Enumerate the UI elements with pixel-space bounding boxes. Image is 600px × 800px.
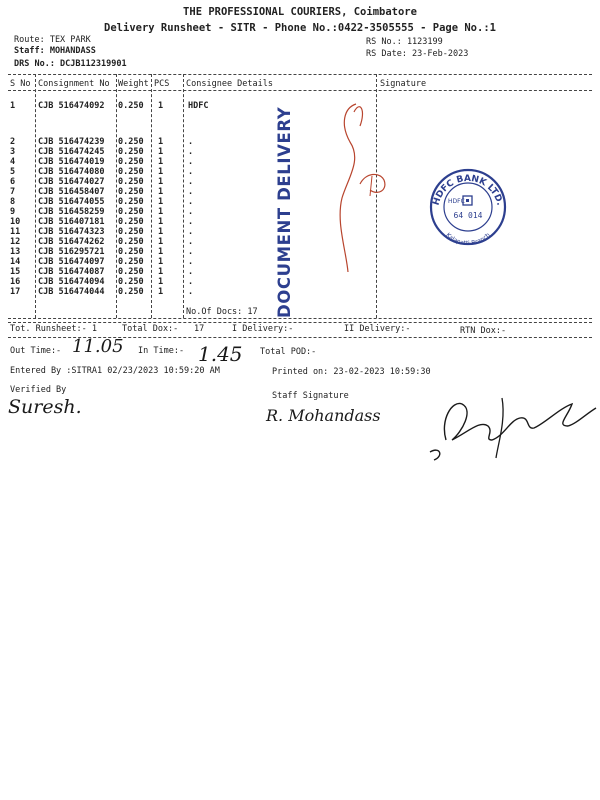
row-consignee: . [188,257,194,267]
row-pcs: 1 [158,247,164,257]
runsheet-subtitle: Delivery Runsheet - SITR - Phone No.:0422-3505555 - Page No.:1 [104,22,496,34]
document-delivery-stamp: DOCUMENT DELIVERY [275,106,294,318]
row-sno: 6 [10,177,16,187]
row-sno: 13 [10,247,21,257]
row-consignment-no: CJB 516474262 [38,237,105,247]
row-sno: 8 [10,197,16,207]
col-header-weight: Weight [118,79,149,89]
row-pcs: 1 [158,257,164,267]
row-weight: 0.250 [118,137,144,147]
in-time-handwritten: 1.45 [198,342,243,366]
row-consignee: . [188,157,194,167]
row-pcs: 1 [158,267,164,277]
row-weight: 0.250 [118,237,144,247]
row-weight: 0.250 [118,257,144,267]
row-pcs: 1 [158,227,164,237]
company-name: THE PROFESSIONAL COURIERS, Coimbatore [183,6,417,18]
row-pcs: 1 [158,197,164,207]
out-time-label: Out Time:- [10,346,62,356]
i-delivery: I Delivery:- [232,324,294,334]
row-sno: 2 [10,137,16,147]
row-consignee: . [188,267,194,277]
red-pen-scribble [370,176,372,196]
row-consignment-no: CJB 516474080 [38,167,105,177]
red-pen-scribble [340,104,356,272]
no-of-docs: No.Of Docs: 17 [186,307,258,317]
row-weight: 0.250 [118,101,144,111]
row-consignment-no: CJB 516474245 [38,147,105,157]
bank-stamp-mid-text: 64 014 [453,211,483,220]
row-weight: 0.250 [118,167,144,177]
row-pcs: 1 [158,157,164,167]
verified-signature: Suresh. [8,396,82,418]
row-pcs: 1 [158,207,164,217]
row-consignment-no: CJB 516474094 [38,277,105,287]
row-consignment-no: CJB 516458407 [38,187,105,197]
row-weight: 0.250 [118,187,144,197]
row-consignment-no: CJB 516474087 [38,267,105,277]
row-pcs: 1 [158,177,164,187]
red-pen-scribble [360,174,385,192]
row-pcs: 1 [158,147,164,157]
row-weight: 0.250 [118,227,144,237]
staff-signature-label: Staff Signature [272,391,349,401]
col-header-sno: S No [10,79,31,89]
row-consignee: HDFC [188,101,209,111]
row-weight: 0.250 [118,277,144,287]
bank-stamp-bottom-text: Kalapatti Branch [444,231,492,248]
total-dox-label: Total Dox:- [122,324,179,334]
row-sno: 1 [10,101,16,111]
col-header-consignee: Consignee Details [186,79,273,89]
ii-delivery: II Delivery:- [344,324,411,334]
row-weight: 0.250 [118,267,144,277]
row-weight: 0.250 [118,147,144,157]
row-consignee: . [188,217,194,227]
row-sno: 11 [10,227,21,237]
in-time-label: In Time:- [138,346,185,356]
row-consignee: . [188,227,194,237]
row-consignment-no: CJB 516474097 [38,257,105,267]
row-consignment-no: CJB 516458259 [38,207,105,217]
bank-stamp [431,170,505,247]
row-pcs: 1 [158,167,164,177]
row-pcs: 1 [158,137,164,147]
row-weight: 0.250 [118,247,144,257]
col-header-pcs: PCS [154,79,170,89]
row-weight: 0.250 [118,287,144,297]
row-consignee: . [188,277,194,287]
row-consignee: . [188,247,194,257]
row-weight: 0.250 [118,217,144,227]
row-sno: 7 [10,187,16,197]
row-consignee: . [188,137,194,147]
row-consignment-no: CJB 516474044 [38,287,105,297]
row-consignment-no: CJB 516474239 [38,137,105,147]
row-consignee: . [188,287,194,297]
entered-by: Entered By :SITRA1 02/23/2023 10:59:20 AM [10,366,220,376]
row-weight: 0.250 [118,197,144,207]
row-sno: 9 [10,207,16,217]
row-pcs: 1 [158,287,164,297]
row-sno: 12 [10,237,21,247]
row-consignment-no: CJB 516474019 [38,157,105,167]
receiver-signature [430,403,596,460]
row-pcs: 1 [158,101,164,111]
row-consignee: . [188,207,194,217]
col-header-consignment: Consignment No [38,79,110,89]
total-pod: Total POD:- [260,347,317,357]
row-consignee: . [188,177,194,187]
row-consignee: . [188,237,194,247]
row-consignee: . [188,167,194,177]
row-weight: 0.250 [118,207,144,217]
row-weight: 0.250 [118,177,144,187]
verified-by-label: Verified By [10,385,67,395]
row-consignee: . [188,197,194,207]
row-consignment-no: CJB 516474027 [38,177,105,187]
row-sno: 3 [10,147,16,157]
row-sno: 17 [10,287,21,297]
red-pen-scribble [354,107,362,126]
row-consignee: . [188,147,194,157]
row-pcs: 1 [158,217,164,227]
row-consignee: . [188,187,194,197]
bank-stamp-left-text: HDFC [448,198,465,205]
row-sno: 14 [10,257,21,267]
row-consignment-no: CJB 516474092 [38,101,105,111]
route-label: Route: TEX PARK [14,35,91,45]
row-weight: 0.250 [118,157,144,167]
row-consignment-no: CJB 516474055 [38,197,105,207]
bank-stamp-top-text: HDFC BANK LTD. [431,173,505,207]
row-sno: 15 [10,267,21,277]
rs-number: RS No.: 1123199 [366,37,443,47]
col-header-signature: Signature [380,79,427,89]
printed-on: Printed on: 23-02-2023 10:59:30 [272,367,431,377]
row-pcs: 1 [158,187,164,197]
staff-signature-handwritten: R. Mohandass [266,406,381,425]
row-consignment-no: CJB 516407181 [38,217,105,227]
row-sno: 5 [10,167,16,177]
rs-date: RS Date: 23-Feb-2023 [366,49,469,59]
drs-number: DRS No.: DCJB112319901 [14,59,127,69]
row-sno: 16 [10,277,21,287]
staff-label: Staff: MOHANDASS [14,46,96,56]
row-pcs: 1 [158,277,164,287]
tot-runsheet: Tot. Runsheet:- 1 [10,324,97,334]
out-time-handwritten: 11.05 [72,336,124,357]
row-pcs: 1 [158,237,164,247]
row-sno: 4 [10,157,16,167]
rtn-dox: RTN Dox:- [460,326,507,336]
row-sno: 10 [10,217,21,227]
row-consignment-no: CJB 516474323 [38,227,105,237]
svg-text:Kalapatti Branch [444,231,491,247]
row-consignment-no: CJB 516295721 [38,247,105,257]
total-dox-value: 17 [194,324,205,334]
